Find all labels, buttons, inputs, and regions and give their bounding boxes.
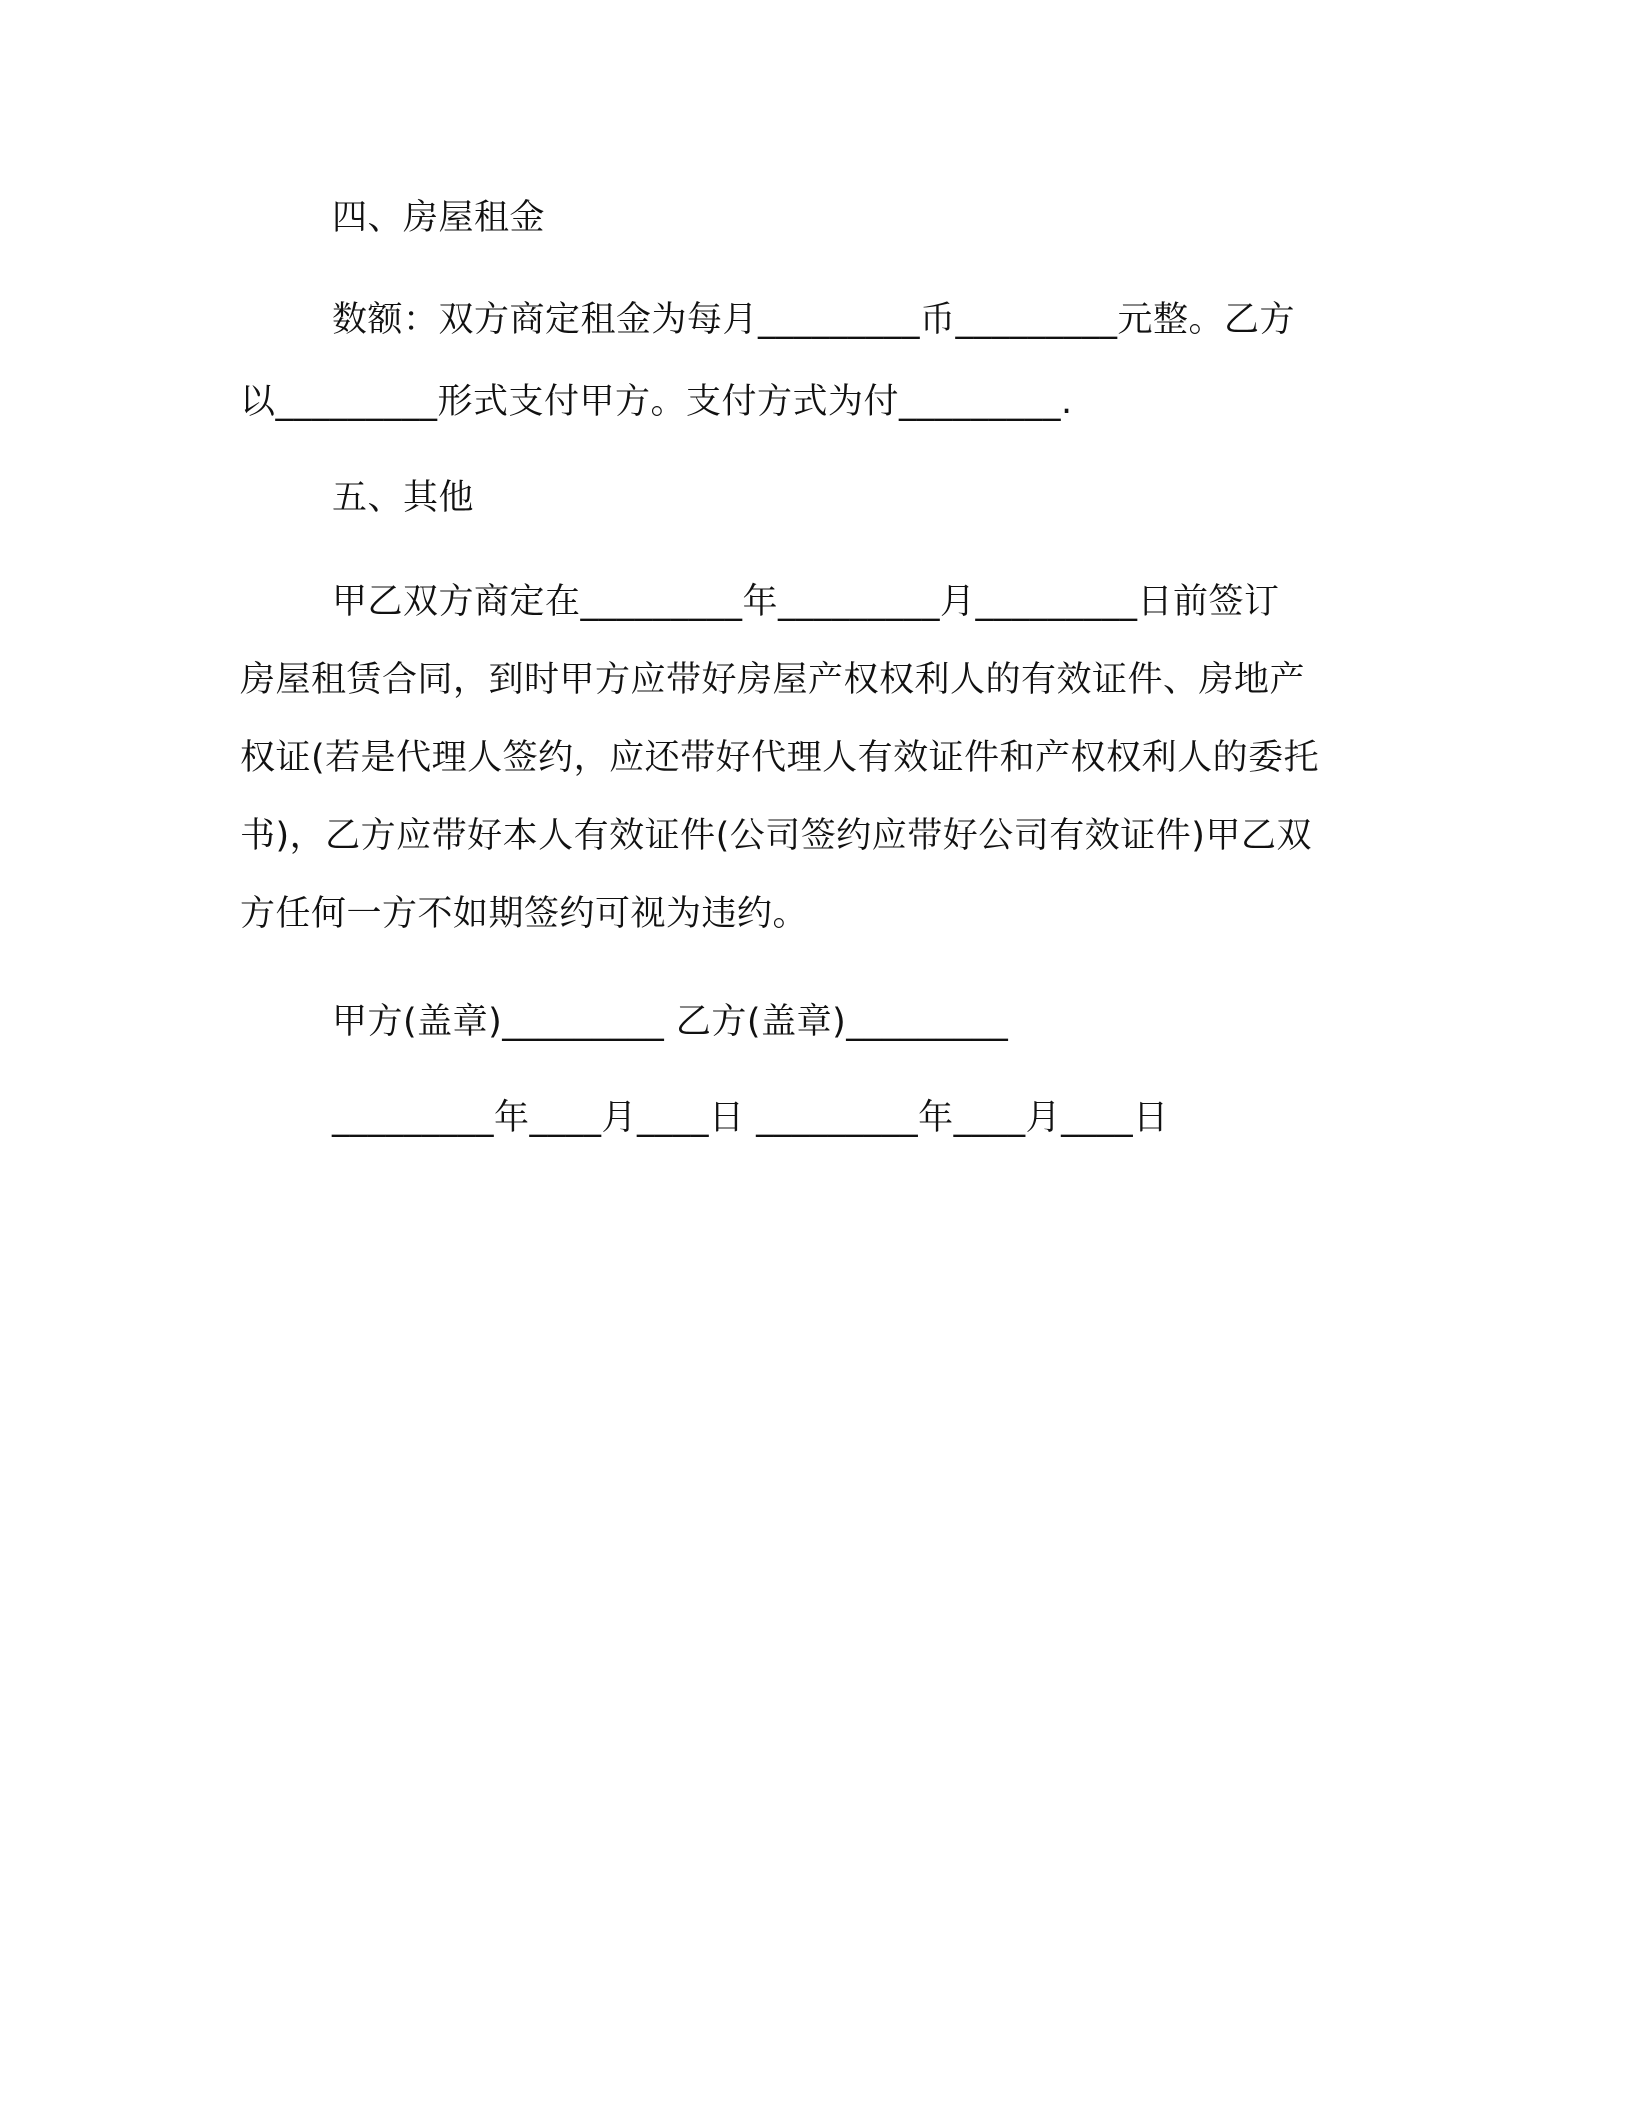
section-4-heading: 四、房屋租金 [332,198,546,238]
signature-date-line: _________年____月____日 _________年____月____日 [332,1098,1169,1138]
paragraph-line: 权证(若是代理人签约，应还带好代理人有效证件和产权权利人的委托 [240,738,1320,778]
section-5-heading: 五、其他 [332,478,475,518]
payment-method-line: 以_________形式支付甲方。支付方式为付_________. [240,382,1073,422]
seal-signature-line: 甲方(盖章)_________ 乙方(盖章)_________ [332,1002,1009,1042]
paragraph-line: 方任何一方不如期签约可视为违约。 [240,894,809,934]
paragraph-line: 书)，乙方应带好本人有效证件(公司签约应带好公司有效证件)甲乙双 [240,816,1312,856]
paragraph-line: 甲乙双方商定在_________年_________月_________日前签订 [332,582,1280,622]
paragraph-line: 房屋租赁合同，到时甲方应带好房屋产权权利人的有效证件、房地产 [240,660,1306,700]
rent-amount-line: 数额：双方商定租金为每月_________币_________元整。乙方 [332,300,1296,340]
